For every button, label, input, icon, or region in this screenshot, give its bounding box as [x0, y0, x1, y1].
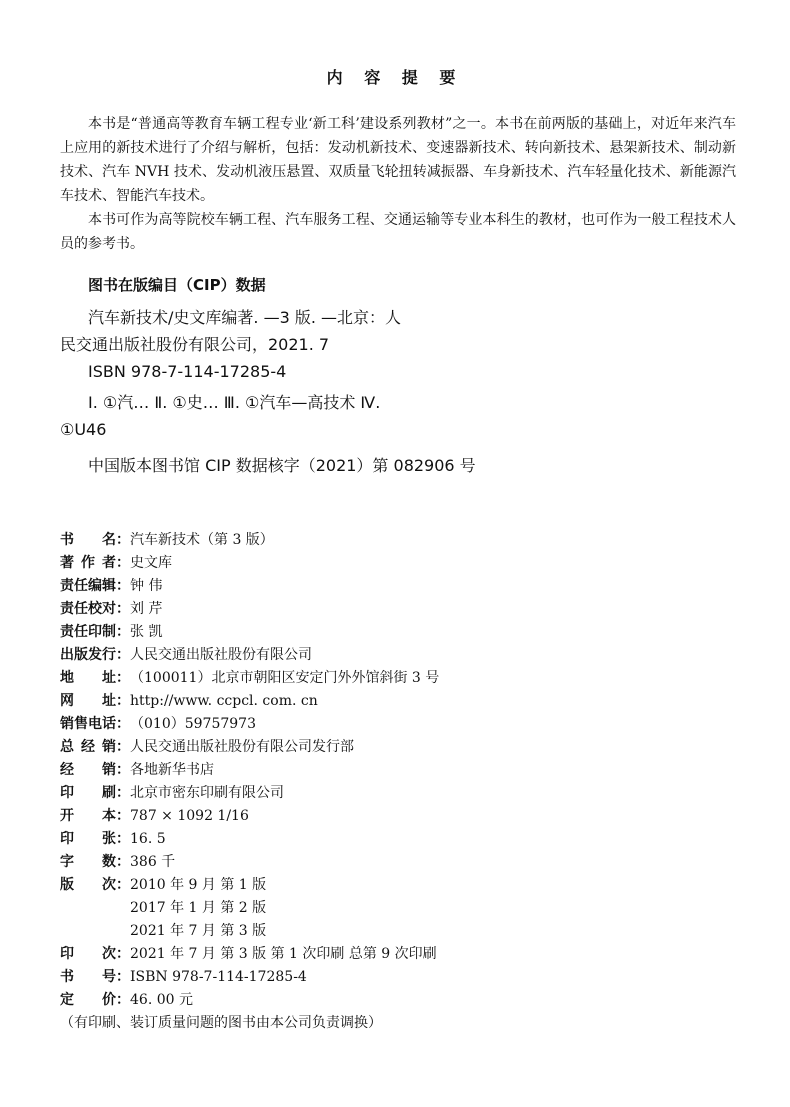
- cip-heading: 图书在版编目（CIP）数据: [88, 276, 266, 294]
- cip-line-2: 民交通出版社股份有限公司，2021. 7: [60, 335, 330, 354]
- summary-text: [60, 112, 736, 256]
- info-label-char: 责: [60, 601, 74, 617]
- info-label: [60, 805, 116, 828]
- info-colon: ：: [116, 785, 130, 801]
- info-label-char: 印: [60, 946, 74, 962]
- info-row: [60, 943, 439, 966]
- info-label-char: 书: [60, 969, 74, 985]
- info-value: 北京市密东印刷有限公司: [130, 785, 284, 801]
- info-label: [60, 529, 116, 552]
- info-value: 2010 年 9 月 第 1 版: [130, 877, 267, 893]
- info-label: [60, 667, 116, 690]
- quality-note: （有印刷、装订质量问题的图书由本公司负责调换）: [60, 1015, 382, 1031]
- info-label-char: 任: [74, 601, 88, 617]
- info-label-char: 版: [60, 877, 74, 893]
- info-label-char: 制: [102, 624, 116, 640]
- info-label-char: 印: [88, 624, 102, 640]
- info-row: [60, 575, 439, 598]
- info-label-char: 刷: [102, 785, 116, 801]
- info-label-char: 电: [88, 716, 102, 732]
- info-label-char: 字: [60, 854, 74, 870]
- info-colon: ：: [116, 877, 130, 893]
- info-row: [60, 851, 439, 874]
- info-label: [60, 851, 116, 874]
- info-label-char: 版: [74, 647, 88, 663]
- info-label: [60, 713, 116, 736]
- info-label: [60, 966, 116, 989]
- info-row: [60, 713, 439, 736]
- info-row: [60, 989, 439, 1012]
- info-label: [60, 598, 116, 621]
- info-label-char: 书: [60, 532, 74, 548]
- info-label-char: 校: [88, 601, 102, 617]
- info-row: [60, 782, 439, 805]
- info-label-char: 发: [88, 647, 102, 663]
- info-label: [60, 621, 116, 644]
- summary-paragraph-2: 本书可作为高等院校车辆工程、汽车服务工程、交通运输等专业本科生的教材，也可作为一般工程技术人员的参考书。: [60, 212, 736, 252]
- info-colon: ：: [116, 854, 130, 870]
- info-row: [60, 529, 439, 552]
- cip-block: [60, 304, 736, 479]
- info-label-char: 对: [102, 601, 116, 617]
- info-label-char: 名: [102, 532, 116, 548]
- info-colon: ：: [116, 555, 130, 571]
- info-label-char: 本: [102, 808, 116, 824]
- summary-paragraph-1: 本书是“普通高等教育车辆工程专业‘新工科’建设系列教材”之一。本书在前两版的基础上，对近年来汽车上应用的新技术进行了介绍与解析，包括：发动机新技术、变速器新技术、转向新技术、悬架新技术、制动新技术、汽车 NVH 技术、发动机液压悬置、双质量飞轮扭转减振器、车身新技术、汽车轻量化技术、新能源汽车技术、智能汽车技术。: [60, 116, 736, 204]
- info-label-char: 销: [102, 739, 116, 755]
- info-label: [60, 690, 116, 713]
- info-value: 汽车新技术（第 3 版）: [130, 532, 274, 548]
- info-colon: ：: [116, 601, 130, 617]
- info-label-char: 价: [102, 992, 116, 1008]
- info-colon: ：: [116, 532, 130, 548]
- info-value: 46. 00 元: [130, 992, 193, 1008]
- cip-record-number: 中国版本图书馆 CIP 数据核字（2021）第 082906 号: [88, 456, 476, 475]
- info-value: 2021 年 7 月 第 3 版: [130, 923, 267, 939]
- info-row: [60, 897, 439, 920]
- info-row: [60, 644, 439, 667]
- info-label-char: 数: [102, 854, 116, 870]
- info-colon: ：: [116, 670, 130, 686]
- info-value: 张 凯: [130, 624, 163, 640]
- info-row: [60, 667, 439, 690]
- info-row: [60, 736, 439, 759]
- info-value: 人民交通出版社股份有限公司发行部: [130, 739, 354, 755]
- info-label: [60, 874, 116, 897]
- info-value: 刘 芹: [130, 601, 163, 617]
- info-label-char: 次: [102, 946, 116, 962]
- info-label-char: 著: [60, 555, 74, 571]
- info-label-char: 张: [102, 831, 116, 847]
- info-row: [60, 966, 439, 989]
- info-label-char: 次: [102, 877, 116, 893]
- summary-title: 内 容 提 要: [326, 68, 464, 87]
- info-label-char: 行: [102, 647, 116, 663]
- info-colon: ：: [116, 969, 130, 985]
- info-value: 各地新华书店: [130, 762, 214, 778]
- cip-line-1: 汽车新技术/史文库编著. —3 版. —北京：人: [88, 308, 402, 327]
- info-label-char: 出: [60, 647, 74, 663]
- info-value: 386 千: [130, 854, 176, 870]
- info-label-char: 经: [60, 762, 74, 778]
- info-label: [60, 759, 116, 782]
- info-label-char: 址: [102, 693, 116, 709]
- info-value: （010）59757973: [130, 716, 256, 732]
- info-row: [60, 690, 439, 713]
- info-label-char: 售: [74, 716, 88, 732]
- info-colon: ：: [116, 808, 130, 824]
- info-colon: ：: [116, 647, 130, 663]
- info-label-char: 编: [88, 578, 102, 594]
- info-value: 2017 年 1 月 第 2 版: [130, 900, 267, 916]
- info-row: [60, 552, 439, 575]
- info-label-char: 定: [60, 992, 74, 1008]
- info-value: 16. 5: [130, 831, 166, 847]
- info-value: http://www. ccpcl. com. cn: [130, 693, 318, 709]
- publication-info: [60, 529, 439, 1035]
- info-colon: ：: [116, 992, 130, 1008]
- cip-classification: Ⅰ. ①汽… Ⅱ. ①史… Ⅲ. ①汽车—高技术 Ⅳ.: [88, 393, 381, 412]
- info-colon: ：: [116, 946, 130, 962]
- info-label: [60, 782, 116, 805]
- info-label-char: 任: [74, 624, 88, 640]
- info-label: [60, 989, 116, 1012]
- info-label-char: 作: [81, 555, 95, 571]
- info-row: [60, 805, 439, 828]
- info-label-char: 开: [60, 808, 74, 824]
- info-label-char: 址: [102, 670, 116, 686]
- info-label-char: 总: [60, 739, 74, 755]
- info-label-char: 销: [102, 762, 116, 778]
- cip-classification-cont: ①U46: [60, 420, 107, 439]
- info-colon: ：: [116, 716, 130, 732]
- info-label-char: 印: [60, 831, 74, 847]
- info-colon: ：: [116, 762, 130, 778]
- info-value: ISBN 978-7-114-17285-4: [130, 969, 307, 985]
- info-row: [60, 920, 439, 943]
- info-label: [60, 552, 116, 575]
- info-label-char: 地: [60, 670, 74, 686]
- info-colon: ：: [116, 624, 130, 640]
- info-label-char: 者: [102, 555, 116, 571]
- info-value: 787 × 1092 1/16: [130, 808, 249, 824]
- info-row: [60, 759, 439, 782]
- info-label-char: 责: [60, 578, 74, 594]
- info-label: [60, 644, 116, 667]
- info-colon: ：: [116, 693, 130, 709]
- info-label: [60, 943, 116, 966]
- info-label: [60, 736, 116, 759]
- info-value: 钟 伟: [130, 578, 163, 594]
- info-row: [60, 598, 439, 621]
- info-value: 史文库: [130, 555, 172, 571]
- info-colon: ：: [116, 739, 130, 755]
- info-value: 人民交通出版社股份有限公司: [130, 647, 312, 663]
- info-label-char: 网: [60, 693, 74, 709]
- info-label: [60, 828, 116, 851]
- info-row: [60, 828, 439, 851]
- info-label-char: 责: [60, 624, 74, 640]
- info-label-char: 经: [81, 739, 95, 755]
- info-label-char: 任: [74, 578, 88, 594]
- cip-isbn: ISBN 978-7-114-17285-4: [88, 362, 287, 381]
- info-label: [60, 575, 116, 598]
- info-value: （100011）北京市朝阳区安定门外外馆斜街 3 号: [130, 670, 440, 686]
- info-value: 2021 年 7 月 第 3 版 第 1 次印刷 总第 9 次印刷: [130, 946, 437, 962]
- info-row: [60, 621, 439, 644]
- info-label-char: 销: [60, 716, 74, 732]
- info-row: [60, 874, 439, 897]
- info-label-char: 辑: [102, 578, 116, 594]
- info-label-char: 号: [102, 969, 116, 985]
- info-label-char: 印: [60, 785, 74, 801]
- info-colon: ：: [116, 831, 130, 847]
- info-colon: ：: [116, 578, 130, 594]
- info-label-char: 话: [102, 716, 116, 732]
